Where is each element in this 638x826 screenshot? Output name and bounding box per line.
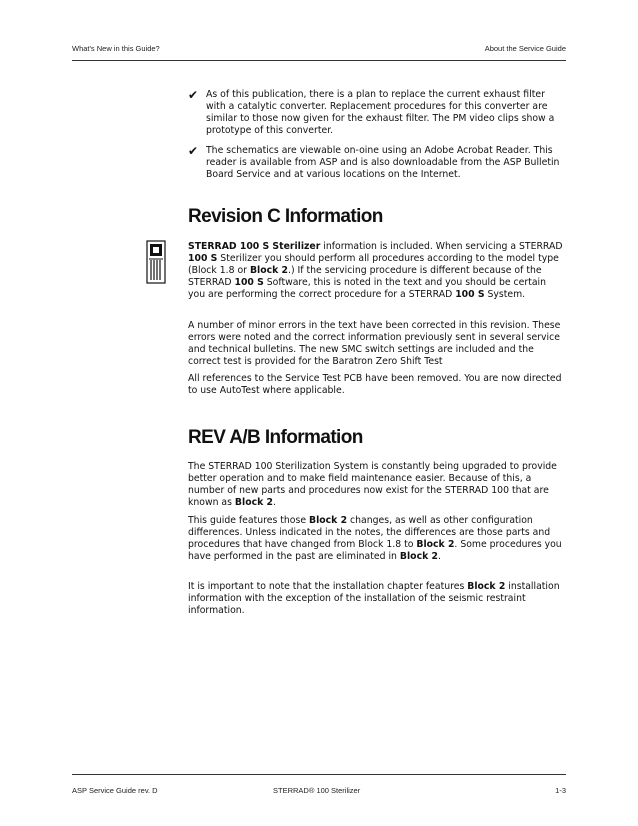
section-heading-revab: REV A/B Information [188,427,363,448]
footer-center: STERRAD® 100 Sterilizer [273,786,361,795]
header-right: About the Service Guide [484,44,566,53]
header-rule [72,60,566,61]
footer-left: ASP Service Guide rev. D [72,786,158,795]
header-left: What's New in this Guide? [72,44,160,53]
revab-paragraph-2: This guide features those Block 2 changes, as well as other configuration differences. Unless indicated in the notes, the differences are those parts and procedures that have changed from Block 1.8 to Block 2. Some procedures you have performed in the past are eliminated in Block 2. [188,515,562,562]
revab-paragraph-3: It is important to note that the installation chapter features Block 2 installation information with the exception of the installation of the seismic restraint information. [188,581,560,616]
bullet-text: As of this publication, there is a plan to replace the current exhaust filter with a catalytic converter. Replacement procedures for this converter are similar to those now given for the exhaust filter. The PM video clips show a prototype of this converter. [206,89,555,136]
revab-paragraph-1: The STERRAD 100 Sterilization System is constantly being upgraded to provide better operation and to make field maintenance easier. Because of this, a number of new parts and procedures now exist for the STERRAD 100 that are known as Block 2. [188,461,557,508]
revc-paragraph-3: All references to the Service Test PCB have been removed. You are now directed to use AutoTest where applicable. [188,373,562,396]
footer-rule [72,774,566,775]
bullet-text: The schematics are viewable on-oine using an Adobe Acrobat Reader. This reader is available from ASP and is also downloadable from the ASP Bulletin Board Service and at various locations on the Internet. [206,145,560,180]
checkmark-icon: ✔ [188,88,199,102]
revc-paragraph-2: A number of minor errors in the text have been corrected in this revision. These errors were noted and the correct information previously sent in several service and technical bulletins. The new SMC switch settings are included and the correct test is provided for the Baratron Zero Shift Test [188,320,561,367]
bullet-item [188,89,566,137]
bullet-item [188,145,566,181]
page-number: 1-3 [555,786,566,795]
sterilizer-unit-icon [146,240,166,288]
section-heading-revc: Revision C Information [188,206,383,227]
revc-paragraph-1: STERRAD 100 S Sterilizer information is included. When servicing a STERRAD 100 S Sterilizer you should perform all procedures according to the model type (Block 1.8 or Block 2.) If the servicing procedure is different because of the STERRAD 100 S Software, this is noted in the text and you should be certain you are performing the correct procedure for a STERRAD 100 S System. [188,241,563,300]
checkmark-icon: ✔ [188,144,199,158]
